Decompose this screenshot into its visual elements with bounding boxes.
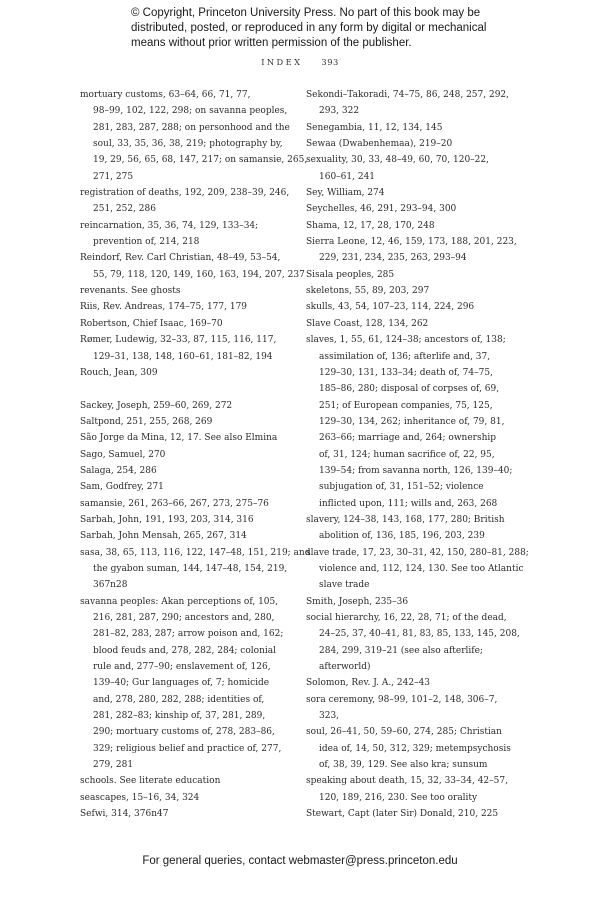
index-entry-line: 129–31, 138, 148, 160–61, 181–82, 194 <box>93 351 273 362</box>
index-entry-line: 129–30, 131, 133–34; death of, 74–75, <box>319 367 493 378</box>
index-entry-line: idea of, 14, 50, 312, 329; metempsychosis <box>319 743 511 754</box>
index-entry-line: Salaga, 254, 286 <box>80 465 157 476</box>
section-gap <box>80 381 302 397</box>
index-entry-line: 216, 281, 287, 290; ancestors and, 280, <box>93 613 275 623</box>
index-entry-line: slave trade, 17, 23, 30–31, 42, 150, 280–81, 288; <box>306 547 529 558</box>
index-entry-line: 323, <box>319 711 340 722</box>
index-entry-line: subjugation of, 31, 151–52; violence <box>319 482 484 493</box>
index-entry-line: samansie, 261, 263–66, 267, 273, 275–76 <box>80 498 269 509</box>
index-entry-line: Slave Coast, 128, 134, 262 <box>306 318 429 329</box>
index-entry-line: Solomon, Rev. J. A., 242–43 <box>306 678 431 689</box>
index-entry-line: mortuary customs, 63–64, 66, 71, 77, <box>80 90 251 100</box>
index-entry-line: 251; of European companies, 75, 125, <box>319 400 493 411</box>
copyright-line: means without prior written permission of the publisher. <box>131 37 412 50</box>
index-entry-line: Senegambia, 11, 12, 134, 145 <box>306 122 443 133</box>
index-entry-line: and, 278, 280, 282, 288; identities of, <box>93 694 265 705</box>
index-entry-line: Reindorf, Rev. Carl Christian, 48–49, 53–54, <box>80 253 281 264</box>
index-entry-line: 160–61, 241 <box>319 171 376 182</box>
index-entry-line: Smith, Joseph, 235–36 <box>306 596 409 607</box>
index-entry-line: 329; religious belief and practice of, 277, <box>93 743 282 754</box>
index-entry-line: Saltpond, 251, 255, 268, 269 <box>80 416 213 427</box>
index-entry-line: blood feuds and, 278, 282, 284; colonial <box>93 645 276 656</box>
index-entry-line: 263–66; marriage and, 264; ownership <box>319 433 497 444</box>
index-entry-line: soul, 26–41, 50, 59–60, 274, 285; Christian <box>306 727 502 738</box>
index-entry-line: 139–54; from savanna north, 126, 139–40; <box>319 465 513 476</box>
index-entry-line: Sago, Samuel, 270 <box>80 449 166 460</box>
index-entry-line: 55, 79, 118, 120, 149, 160, 163, 194, 207, 237 <box>93 269 305 280</box>
index-entry-line: of, 38, 39, 129. See also kra; sunsum <box>319 760 488 771</box>
index-column-left <box>80 87 311 822</box>
index-entry-line: slaves, 1, 55, 61, 124–38; ancestors of, 138; <box>306 335 506 346</box>
index-entry-line: 19, 29, 56, 65, 68, 147, 217; on samansie, 265, <box>93 155 308 166</box>
index-entry-line: 129–30, 134, 262; inheritance of, 79, 81, <box>319 416 505 427</box>
index-entry-line: Sackey, Joseph, 259–60, 269, 272 <box>80 400 233 411</box>
index-entry-line: the gyabon suman, 144, 147–48, 154, 219, <box>93 563 288 574</box>
index-entry-line: Sierra Leone, 12, 46, 159, 173, 188, 201, 223, <box>306 237 517 248</box>
index-entry-line: 271, 275 <box>93 171 134 182</box>
index-entry-line: registration of deaths, 192, 209, 238–39, 246, <box>80 188 290 199</box>
index-entry-line: sasa, 38, 65, 113, 116, 122, 147–48, 151, 219; and <box>80 547 311 558</box>
index-entry-line: rule and, 277–90; enslavement of, 126, <box>93 662 271 673</box>
index-entry-line: skeletons, 55, 89, 203, 297 <box>306 286 430 297</box>
index-entry-line: 293, 322 <box>319 106 360 117</box>
index-entry-line: revenants. See ghosts <box>80 286 181 297</box>
index-entry-line: 139–40; Gur languages of, 7; homicide <box>93 678 270 689</box>
index-entry-line: Shama, 12, 17, 28, 170, 248 <box>306 220 435 231</box>
index-entry-line: afterworld) <box>319 662 371 673</box>
footer-contact: For general queries, contact webmaster@press.princeton.edu <box>142 855 458 867</box>
index-entry-line: skulls, 43, 54, 107–23, 114, 224, 296 <box>306 302 475 313</box>
index-entry-line: 290; mortuary customs of, 278, 283–86, <box>93 727 275 738</box>
running-head-title: INDEX <box>261 57 303 67</box>
index-entry-line: inflicted upon, 111; wills and, 263, 268 <box>319 498 498 509</box>
index-entry-line: 185–86, 280; disposal of corpses of, 69, <box>319 384 500 395</box>
index-entry-line: assimilation of, 136; afterlife and, 37, <box>319 351 491 362</box>
index-entry-line: São Jorge da Mina, 12, 17. See also Elmina <box>80 433 278 444</box>
index-entry-line: prevention of, 214, 218 <box>93 237 200 248</box>
index-entry-line: sexuality, 30, 33, 48–49, 60, 70, 120–22, <box>306 155 489 166</box>
index-entry-line: 229, 231, 234, 235, 263, 293–94 <box>319 253 467 264</box>
index-entry-line: abolition of, 136, 185, 196, 203, 239 <box>319 531 485 542</box>
index-entry-line: 281–82, 283, 287; arrow poison and, 162; <box>93 629 284 640</box>
index-entry-line: Sekondi–Takoradi, 74–75, 86, 248, 257, 292, <box>306 90 510 100</box>
index-entry-line: Robertson, Chief Isaac, 169–70 <box>80 318 223 329</box>
index-entry-line: speaking about death, 15, 32, 33–34, 42–57, <box>306 776 508 787</box>
index-entry-line: Sefwi, 314, 376n47 <box>80 809 169 820</box>
index-entry-line: violence and, 112, 124, 130. See too Atlantic <box>319 563 524 574</box>
index-entry-line: Sisala peoples, 285 <box>306 269 395 280</box>
index-entry-line: 98–99, 102, 122, 298; on savanna peoples, <box>93 106 288 117</box>
page-number: 393 <box>321 57 339 67</box>
copyright-notice <box>131 6 491 52</box>
index-entry-line: Riis, Rev. Andreas, 174–75, 177, 179 <box>80 302 248 313</box>
index-entry-line: 284, 299, 319–21 (see also afterlife; <box>319 645 483 656</box>
index-entry-line: soul, 33, 35, 36, 38, 219; photography by, <box>93 139 283 150</box>
index-entry-line: reincarnation, 35, 36, 74, 129, 133–34; <box>80 220 259 231</box>
index-entry-line: 367n28 <box>93 580 128 591</box>
index-entry-line: 251, 252, 286 <box>93 204 156 215</box>
index-entry-line: Sarbah, John Mensah, 265, 267, 314 <box>80 531 247 542</box>
index-entry-line: social hierarchy, 16, 22, 28, 71; of the dead, <box>306 613 507 623</box>
index-entry-line: savanna peoples: Akan perceptions of, 105, <box>80 596 279 607</box>
index-entry-line: slavery, 124–38, 143, 168, 177, 280; British <box>306 514 505 525</box>
index-entry-line: Sarbah, John, 191, 193, 203, 314, 316 <box>80 514 254 525</box>
index-entry-line: Sewaa (Dwabenhemaa), 219–20 <box>306 139 453 150</box>
index-entry-line: Sey, William, 274 <box>306 188 385 199</box>
copyright-line: distributed, posted, or reproduced in any form by digital or mechanical <box>131 22 487 35</box>
running-head <box>0 57 600 67</box>
index-entry-line: 281, 283, 287, 288; on personhood and the <box>93 122 290 133</box>
index-entry-line: 281, 282–83; kinship of, 37, 281, 289, <box>93 711 266 722</box>
index-entry-line: Seychelles, 46, 291, 293–94, 300 <box>306 204 457 215</box>
index-entry-line: 24–25, 37, 40–41, 81, 83, 85, 133, 145, 208, <box>319 629 520 640</box>
index-entry-line: of, 31, 124; human sacrifice of, 22, 95, <box>319 449 495 460</box>
index-entry-line: sora ceremony, 98–99, 101–2, 148, 306–7, <box>306 694 498 705</box>
copyright-line: © Copyright, Princeton University Press. No part of this book may be <box>131 7 481 19</box>
index-entry-line: 120, 189, 216, 230. See too orality <box>319 792 478 803</box>
index-column-right <box>306 87 529 822</box>
index-entry-line: schools. See literate education <box>80 776 221 787</box>
index-entry-line: Rømer, Ludewig, 32–33, 87, 115, 116, 117, <box>80 335 277 346</box>
index-entry-line: 279, 281 <box>93 760 134 771</box>
index-entry-line: seascapes, 15–16, 34, 324 <box>80 792 200 803</box>
index-entry-line: Rouch, Jean, 309 <box>80 367 158 378</box>
index-entry-line: slave trade <box>319 580 370 591</box>
index-entry-line: Stewart, Capt (later Sir) Donald, 210, 225 <box>306 809 499 820</box>
index-entry-line: Sam, Godfrey, 271 <box>80 482 164 493</box>
